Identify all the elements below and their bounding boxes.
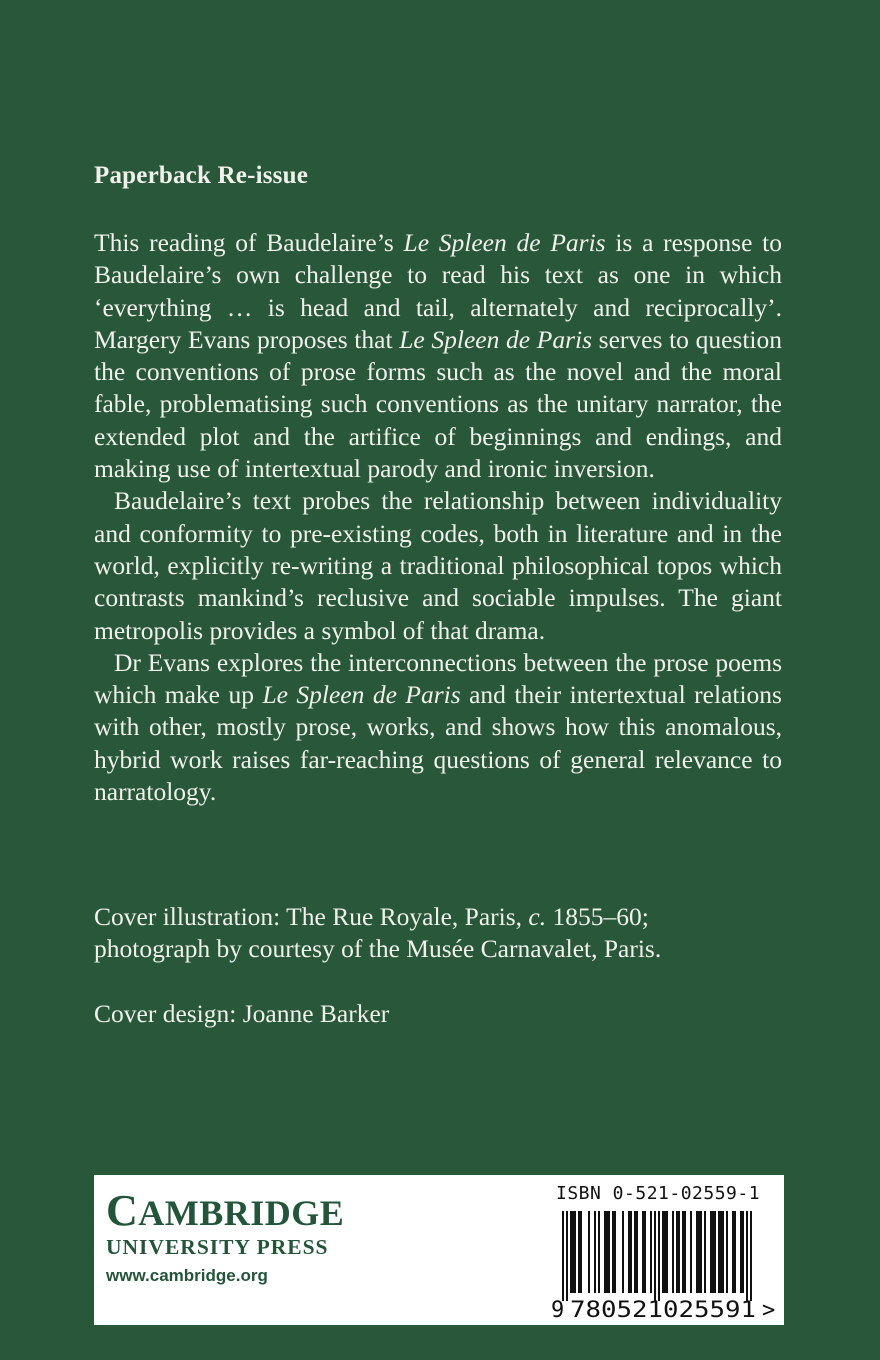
barcode-bar — [634, 1211, 636, 1293]
barcode-bar — [636, 1211, 638, 1293]
barcode-bar — [720, 1211, 722, 1293]
barcode-bar — [628, 1211, 630, 1293]
publisher-name: CAMBRIDGE — [106, 1186, 345, 1235]
blurb-paragraph-1: This reading of Baudelaire’s Le Spleen de Paris is a response to Baudelaire’s own challenge to read his text as one in which ‘everything … is head and tail, alternately and reciprocally’. Margery Evans proposes that Le Spleen de Paris serves to question the conventions of prose forms such as the novel and the moral fable, problematising such conventions as the unitary narrator, the extended plot and the artifice of beginnings and endings, and making use of intertextual parody and ironic inversion. — [94, 228, 782, 484]
barcode-bar — [614, 1211, 616, 1293]
barcode-bar — [566, 1211, 568, 1301]
barcode-digits: 780521025591 — [570, 1298, 756, 1321]
barcode-bar — [580, 1211, 582, 1293]
title-italic: Le Spleen de Paris — [399, 324, 593, 354]
barcode-bar — [622, 1211, 624, 1293]
barcode-bar — [710, 1211, 712, 1293]
barcode-bar — [698, 1211, 700, 1293]
barcode-bar — [570, 1211, 572, 1293]
publisher-panel — [94, 1175, 784, 1325]
barcode-bar — [726, 1211, 728, 1293]
publisher-press: UNIVERSITY PRESS — [106, 1235, 329, 1259]
blurb-paragraph-3: Dr Evans explores the interconnections between the prose poems which make up Le Spleen de Paris and their intertextual relations with other, mostly prose, works, and shows how this anomalous, hybrid work raises far-reaching questions of general relevance to narratology. — [94, 647, 782, 807]
barcode-bars — [562, 1211, 752, 1301]
barcode-bar — [740, 1211, 742, 1293]
barcode-guard: > — [762, 1298, 776, 1321]
barcode-bar — [666, 1211, 668, 1293]
barcode-bar — [676, 1211, 678, 1293]
barcode-bar — [704, 1211, 706, 1293]
credits — [94, 901, 814, 1030]
barcode-bar — [712, 1211, 714, 1293]
barcode-bar — [690, 1211, 692, 1293]
barcode-bar — [594, 1211, 596, 1293]
barcode-bar — [696, 1211, 698, 1293]
barcode-bar — [672, 1211, 674, 1293]
barcode-bar — [678, 1211, 680, 1293]
barcode-bar — [722, 1211, 724, 1293]
barcode-bar — [604, 1211, 606, 1293]
publisher-logo — [106, 1186, 345, 1287]
publisher-website: www.cambridge.org — [106, 1266, 268, 1285]
barcode-bar — [606, 1211, 608, 1293]
barcode-bar — [608, 1211, 610, 1293]
barcode-bar — [578, 1211, 580, 1293]
barcode-bar — [562, 1211, 564, 1301]
barcode-bar — [742, 1211, 744, 1293]
title-italic: Le Spleen de Paris — [403, 228, 606, 257]
barcode-bar — [662, 1211, 664, 1293]
barcode-bar — [630, 1211, 632, 1293]
barcode-bar — [682, 1211, 684, 1293]
barcode-bar — [572, 1211, 574, 1293]
barcode-bar — [598, 1211, 600, 1293]
barcode-bar — [714, 1211, 716, 1293]
barcode-bar — [654, 1211, 656, 1301]
barcode-bar — [718, 1211, 720, 1293]
barcode — [550, 1209, 780, 1321]
blurb-paragraph-2: Baudelaire’s text probes the relationship between individuality and conformity to pre-existing codes, both in literature and in the world, explicitly re-writing a traditional philosophical topos which contrasts mankind’s reclusive and sociable impulses. The giant metropolis provides a symbol of that drama. — [94, 486, 782, 645]
barcode-bar — [734, 1211, 736, 1293]
barcode-bar — [650, 1211, 652, 1293]
cover-illustration-credit: Cover illustration: The Rue Royale, Paris, c. 1855–60; photograph by courtesy of the Musée Carnavalet, Paris. — [94, 902, 662, 964]
barcode-bar — [732, 1211, 734, 1293]
barcode-bar — [750, 1211, 752, 1301]
barcode-lead-digit: 9 — [551, 1298, 565, 1321]
barcode-bar — [746, 1211, 748, 1301]
blurb — [94, 227, 782, 808]
heading: Paperback Re-issue — [94, 162, 309, 189]
barcode-bar — [644, 1211, 646, 1293]
barcode-bar — [700, 1211, 702, 1293]
cover-design-credit: Cover design: Joanne Barker — [94, 998, 390, 1028]
barcode-bar — [664, 1211, 666, 1293]
barcode-bar — [612, 1211, 614, 1293]
title-italic: Le Spleen de Paris — [262, 680, 461, 710]
barcode-bar — [588, 1211, 590, 1293]
barcode-bar — [642, 1211, 644, 1293]
barcode-bar — [658, 1211, 660, 1301]
isbn-label: ISBN 0-521-02559-1 — [556, 1183, 761, 1204]
barcode-bar — [684, 1211, 686, 1293]
barcode-bar — [574, 1211, 576, 1293]
